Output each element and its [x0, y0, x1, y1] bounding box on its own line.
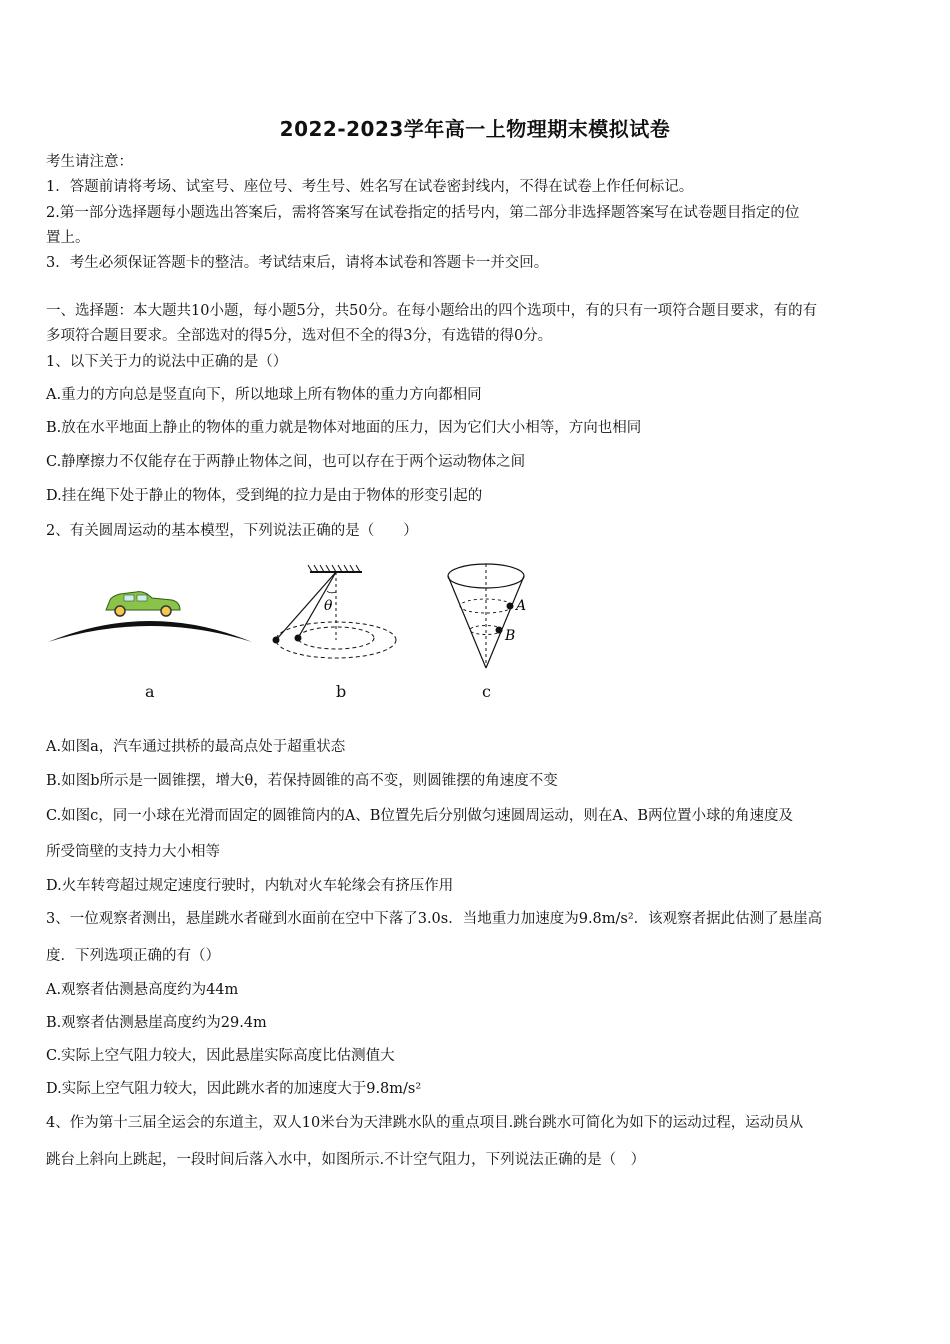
car-icon: [106, 592, 180, 616]
section-instructions-line2: 多项符合题目要求。全部选对的得5分，选对但不全的得3分，有选错的得0分。: [46, 328, 553, 344]
q1-option-b: B.放在水平地面上静止的物体的重力就是物体对地面的压力，因为它们大小相等，方向也相同: [46, 420, 642, 436]
q2-stem: 2、有关圆周运动的基本模型，下列说法正确的是（ ）: [46, 523, 418, 539]
notice-item-2: 2.第一部分选择题每小题选出答案后，需将答案写在试卷指定的括号内，第二部分非选择题答案写在试卷题目指定的位: [46, 205, 800, 221]
q3-option-d: D.实际上空气阻力较大，因此跳水者的加速度大于9.8m/s²: [46, 1081, 422, 1097]
q3-option-b: B.观察者估测悬崖高度约为29.4m: [46, 1015, 267, 1031]
page-title: 2022-2023学年高一上物理期末模拟试卷: [279, 117, 671, 141]
q3-stem-line1: 3、一位观察者测出，悬崖跳水者碰到水面前在空中下落了3.0s．当地重力加速度为9.8m/s²．该观察者据此估测了悬崖高: [46, 911, 823, 927]
q3-option-a: A.观察者估测悬高度约为44m: [46, 982, 239, 998]
q4-stem-line2: 跳台上斜向上跳起，一段时间后落入水中，如图所示.不计空气阻力，下列说法正确的是（ ）: [46, 1152, 646, 1168]
q2-option-b: B.如图b所示是一圆锥摆，增大θ，若保持圆锥的高不变，则圆锥摆的角速度不变: [46, 773, 558, 789]
q2-option-d: D.火车转弯超过规定速度行驶时，内轨对火车轮缘会有挤压作用: [46, 878, 454, 894]
q2-figure: [40, 560, 527, 710]
notice-heading: 考生请注意：: [46, 154, 133, 170]
q3-stem-line2: 度．下列选项正确的有（）: [46, 948, 220, 964]
notice-item-2-cont: 置上。: [46, 230, 90, 246]
notice-item-3: 3．考生必须保证答题卡的整洁。考试结束后，请将本试卷和答题卡一并交回。: [46, 255, 549, 271]
q1-stem: 1、以下关于力的说法中正确的是（）: [46, 354, 288, 370]
notice-item-1: 1．答题前请将考场、试室号、座位号、考生号、姓名写在试卷密封线内，不得在试卷上作任何标记。: [46, 179, 694, 195]
figure-c-label: c: [482, 682, 491, 701]
figure-a-label: a: [145, 682, 155, 701]
q1-option-d: D.挂在绳下处于静止的物体，受到绳的拉力是由于物体的形变引起的: [46, 488, 483, 504]
figure-b-pendulum: [273, 565, 397, 658]
q4-stem-line1: 4、作为第十三届全运会的东道主，双人10米台为天津跳水队的重点项目.跳台跳水可简化为如下的运动过程，运动员从: [46, 1115, 804, 1131]
q2-option-a: A.如图a，汽车通过拱桥的最高点处于超重状态: [46, 739, 346, 755]
figure-b-label: b: [336, 682, 347, 701]
q1-option-c: C.静摩擦力不仅能存在于两静止物体之间，也可以存在于两个运动物体之间: [46, 454, 526, 470]
theta-label: θ: [324, 598, 333, 614]
q1-option-a: A.重力的方向总是竖直向下，所以地球上所有物体的重力方向都相同: [46, 387, 482, 403]
point-b-label: B: [505, 628, 516, 644]
point-a-label: A: [516, 598, 527, 614]
q2-option-c: C.如图c，同一小球在光滑而固定的圆锥筒内的A、B位置先后分别做匀速圆周运动，则在A、B两位置小球的角速度及: [46, 808, 794, 824]
figure-c-cone: [448, 564, 526, 668]
q2-option-c-cont: 所受筒壁的支持力大小相等: [46, 844, 220, 860]
figure-a-bridge: [48, 592, 252, 642]
q3-option-c: C.实际上空气阻力较大，因此悬崖实际高度比估测值大: [46, 1048, 395, 1064]
section-instructions-line1: 一、选择题：本大题共10小题，每小题5分，共50分。在每小题给出的四个选项中，有的只有一项符合题目要求，有的有: [46, 303, 818, 319]
